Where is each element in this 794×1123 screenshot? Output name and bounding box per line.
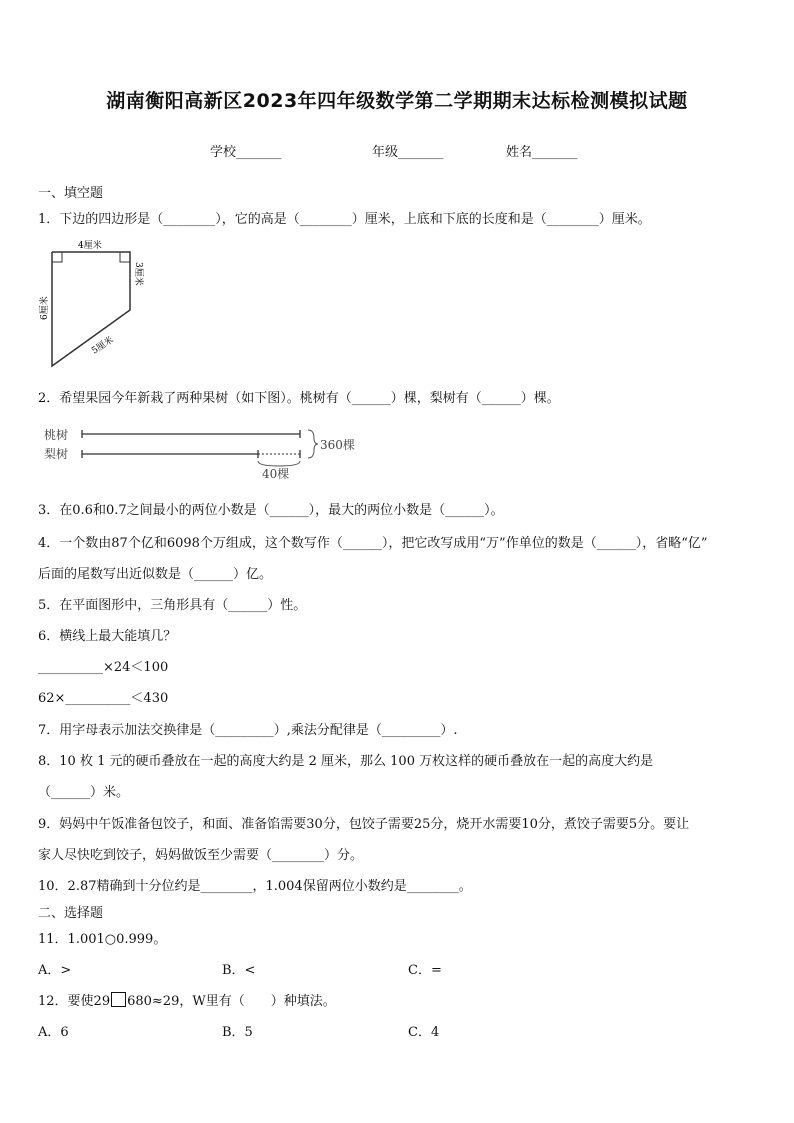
section-choice-heading: 二、选择题: [38, 906, 104, 921]
question-7: 7．用字母表示加法交换律是（_________）,乘法分配律是（_________）.: [38, 723, 458, 738]
question-5: 5．在平面图形中，三角形具有（______）性。: [38, 598, 307, 613]
question-10: 10．2.87精确到十分位约是________，1.004保留两位小数约是________。: [38, 879, 472, 894]
total-label: 360棵: [320, 438, 355, 452]
difference-label: 40棵: [262, 467, 290, 480]
question-12-suffix: 680≈29，W里有（ ）种填法。: [127, 994, 336, 1009]
question-2: 2．希望果园今年新栽了两种果树（如下图）。桃树有（______）棵，梨树有（______）棵。: [38, 391, 560, 406]
question-6: 6．横线上最大能填几？: [38, 629, 177, 644]
question-9-line1: 9．妈妈中午饭准备包饺子，和面、准备馅需要30分，包饺子需要25分，烧开水需要10分，煮饺子需要5分。要让: [38, 817, 690, 832]
question-12-prefix: 12．要使29: [38, 994, 111, 1009]
question-6-b: 62×__________＜430: [38, 691, 169, 706]
question-4-line2: 后面的尾数写出近似数是（______）亿。: [38, 567, 273, 582]
question-11: 11．1.001○0.999。: [38, 932, 167, 947]
name-field: 姓名_______: [506, 145, 578, 160]
question-9-line2: 家人尽快吃到饺子，妈妈做饭至少需要（________）分。: [38, 848, 364, 863]
blank-box-icon: [111, 992, 126, 1007]
question-8-line1: 8．10 枚 1 元的硬币叠放在一起的高度大约是 2 厘米，那么 100 万枚这样的硬币叠放在一起的高度大约是: [38, 754, 654, 769]
q11-option-b: B．<: [222, 963, 256, 978]
question-4-line1: 4．一个数由87个亿和6098个万组成，这个数写作（______），把它改写成用“万”作单位的数是（______），省略“亿”: [38, 536, 708, 551]
q12-option-c: C．4: [408, 1025, 440, 1040]
question-8-line2: （______）米。: [38, 785, 130, 800]
question-6-a: __________×24＜100: [38, 660, 169, 675]
figure1-slant-label: 5厘米: [90, 335, 116, 357]
figure1-right-label: 3厘米: [133, 262, 143, 286]
q12-option-b: B．5: [222, 1025, 253, 1040]
q12-option-a: A．6: [38, 1025, 69, 1040]
school-field: 学校_______: [210, 145, 282, 160]
question-1: 1．下边的四边形是（________），它的高是（________）厘米，上底和下底的长度和是（________）厘米。: [38, 212, 651, 227]
quadrilateral-figure: [32, 236, 160, 372]
grade-field: 年级_______: [372, 145, 444, 160]
question-3: 3．在0.6和0.7之间最小的两位小数是（______），最大的两位小数是（______）。: [38, 503, 504, 518]
pear-label: 梨树: [44, 447, 69, 461]
peach-label: 桃树: [44, 428, 69, 442]
section-fill-heading: 一、填空题: [38, 186, 104, 201]
tree-bar-figure: [40, 422, 360, 480]
figure1-top-label: 4厘米: [78, 241, 102, 251]
question-12: [38, 990, 336, 1009]
q11-option-a: A．>: [38, 963, 72, 978]
figure1-left-label: 6厘米: [40, 296, 50, 320]
q11-option-c: C．=: [408, 963, 442, 978]
page-title: 湖南衡阳高新区2023年四年级数学第二学期期末达标检测模拟试题: [106, 90, 688, 112]
